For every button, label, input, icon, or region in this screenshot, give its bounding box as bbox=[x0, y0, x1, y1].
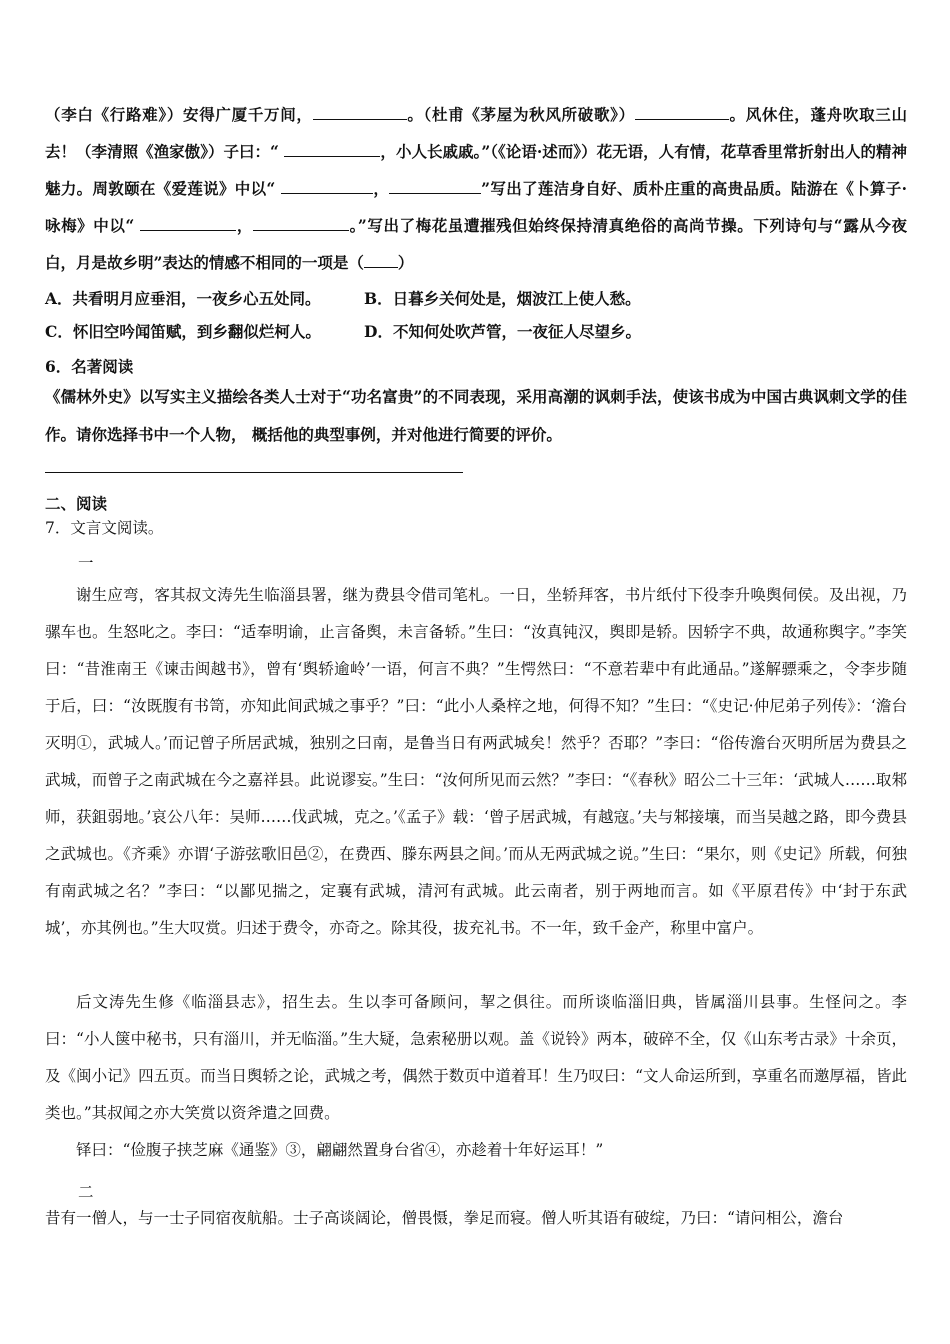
answer-blank-7[interactable] bbox=[253, 214, 349, 231]
option-d[interactable]: D．不知何处吹芦管，一夜征人尽望乡。 bbox=[364, 322, 641, 341]
classical-passage-3: 昔有一僧人，与一士子同宿夜航船。士子高谈阔论，僧畏慑，拳足而寝。僧人听其语有破绽，乃曰：“请问相公，澹台 bbox=[45, 1209, 844, 1227]
choice-answer-blank[interactable] bbox=[364, 251, 398, 268]
option-c[interactable]: C．怀旧空吟闻笛赋，到乡翻似烂柯人。 bbox=[45, 322, 321, 341]
poetry-text-4: ，小人长戚戚。”（《论语·述而》）花无语，人有情，花草香里常折射出人的精神魅力。周敦颐在《爱莲说》中以“ bbox=[45, 142, 907, 198]
option-a[interactable]: A．共看明月应垂泪，一夜乡心五处同。 bbox=[45, 289, 321, 308]
q6-answer-line[interactable] bbox=[45, 472, 463, 473]
answer-blank-6[interactable] bbox=[140, 214, 236, 231]
poetry-text-2: 。（杜甫《茅屋为秋风所破歌》） bbox=[406, 105, 635, 124]
part-2-label: 二 bbox=[78, 1183, 94, 1201]
answer-blank-4[interactable] bbox=[281, 177, 373, 194]
classical-passage-2: 后文涛先生修《临淄县志》，招生去。生以李可备顾问，挈之俱往。而所谈临淄旧典，皆属淄川县事。生怪问之。李曰：“小人箧中秘书，只有淄川，并无临淄。”生大疑，急索秘册以观。盖《说铃》两本，破碎不全，仅《山东考古录》十余页，及《闽小记》四五页。而当日舆轿之论，武城之考，偶然于数页中道着耳！生乃叹曰：“文人命运所到，享重名而邀厚福，皆此类也。”其叔闻之亦大笑赏以资斧遣之回费。 bbox=[45, 993, 907, 1122]
poetry-text-7: ， bbox=[236, 216, 253, 235]
poetry-text-9: ） bbox=[397, 253, 414, 272]
poetry-text-1: （李白《行路难》）安得广厦千万间， bbox=[45, 105, 313, 124]
part-1-label: 一 bbox=[78, 554, 94, 572]
answer-blank-5[interactable] bbox=[389, 177, 481, 194]
poetry-text-8: 。”写出了梅花虽遭摧残但始终保持清真绝俗的高尚节操。下列诗句与“露从今夜白，月是故乡明”表达的情感不相同的一项是（ bbox=[45, 216, 907, 272]
q6-text: 《儒林外史》以写实主义描绘各类人士对于“功名富贵”的不同表现，采用高潮的讽刺手法，使该书成为中国古典讽刺文学的佳作。请你选择书中一个人物， 概括他的典型事例，并对他进行简要的评价。 bbox=[45, 387, 907, 444]
q6-title: 6．名著阅读 bbox=[45, 357, 134, 376]
commentary-paragraph: 铎曰：“俭腹子挟芝麻《通鉴》③，翩翩然置身台省④，亦趁着十年好运耳！” bbox=[76, 1141, 604, 1159]
poetry-fill-paragraph bbox=[45, 96, 907, 281]
answer-blank-3[interactable] bbox=[284, 140, 380, 157]
classical-passage-1: 谢生应弯，客其叔文涛先生临淄县署，继为费县令借司笔札。一日，坐轿拜客，书片纸付下役李升唤舆伺侯。及出视，乃骡车也。生怒叱之。李曰：“适奉明谕，止言备舆，未言备轿。”生曰：“汝真钝汉，舆即是轿。因轿字不典，故通称舆字。”李笑曰：“昔淮南王《谏击闽越书》，曾有‘舆轿逾岭’一语，何言不典？”生愕然曰：“不意若辈中有此通品。”遂解骠乘之，令李步随于后，曰：“汝既腹有书笥，亦知此间武城之事乎？”曰：“此小人桑梓之地，何得不知？”生曰：“《史记·仲尼弟子列传》：‘澹台灭明①，武城人。’而记曾子所居武城，独别之曰南，是鲁当日有两武城矣！然乎？否耶？”李曰：“俗传澹台灭明所居为费县之武城，而曾子之南武城在今之嘉祥县。此说谬妄。”生曰：“汝何所见而云然？”李曰：“《春秋》昭公二十三年：‘武城人……取邾师，获鉏弱地。’哀公八年：吴师……伐武城，克之。’《孟子》载：‘曾子居武城，有越寇。’夫与邾接壤，而当吴越之路，即今费县之武城也。《齐乘》亦谓‘子游弦歌旧邑②，在费西、滕东两县之间。’而从无两武城之说。”生曰：“果尔，则《史记》所载，何独有南武城之名？”李曰：“以鄙见揣之，定襄有武城，清河有武城。此云南者，别于两地而言。如《平原君传》中‘封于东武城’，亦其例也。”生大叹赏。归述于费令，亦奇之。除其役，拔充礼书。不一年，致千金产，称里中富户。 bbox=[45, 586, 907, 937]
q7-title: 7．文言文阅读。 bbox=[45, 519, 164, 537]
answer-blank-2[interactable] bbox=[635, 103, 729, 120]
poetry-text-3: 。风休住，蓬舟吹取三山去！（李清照《渔家傲》）子曰：“ bbox=[45, 105, 907, 161]
option-b[interactable]: B．日暮乡关何处是，烟波江上使人愁。 bbox=[364, 289, 641, 308]
poetry-text-6: ”写出了莲洁身自好、质朴庄重的高贵品质。陆游在《卜算子·咏梅》中以“ bbox=[45, 179, 907, 235]
section-2-title: 二、阅读 bbox=[45, 494, 108, 513]
answer-blank-1[interactable] bbox=[313, 103, 407, 120]
poetry-text-5: ， bbox=[373, 179, 390, 198]
